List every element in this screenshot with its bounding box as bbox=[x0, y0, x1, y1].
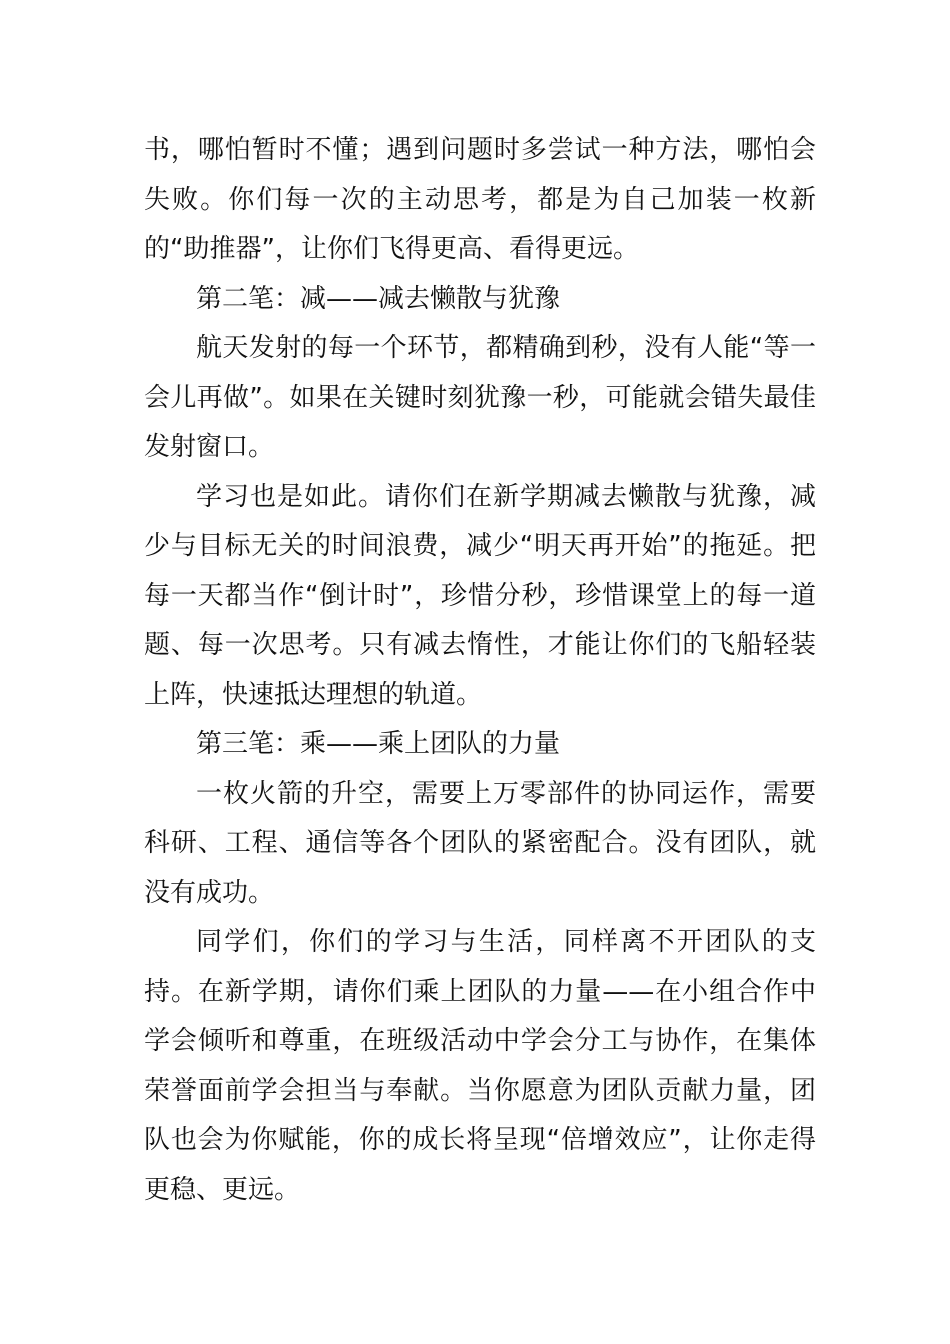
paragraph-launch-timing: 航天发射的每一个环节，都精确到秒，没有人能“等一会儿再做”。如果在关键时刻犹豫一秒，可能就会错失最佳发射窗口。 bbox=[144, 333, 816, 462]
section-heading-multiply: 第三笔：乘——乘上团队的力量 bbox=[196, 729, 561, 759]
paragraph-team-power: 同学们，你们的学习与生活，同样离不开团队的支持。在新学期，请你们乘上团队的力量——在小组合作中学会倾听和尊重，在班级活动中学会分工与协作，在集体荣誉面前学会担当与奉献。当你愿意为团队贡献力量，团队也会为你赋能，你的成长将呈现“倍增效应”，让你走得更稳、更远。 bbox=[144, 927, 816, 1205]
section-heading-subtract: 第二笔：减——减去懒散与犹豫 bbox=[196, 283, 561, 314]
paragraph-rocket-teamwork: 一枚火箭的升空，需要上万零部件的协同运作，需要科研、工程、通信等各个团队的紧密配合。没有团队，就没有成功。 bbox=[144, 778, 816, 908]
document-body bbox=[144, 126, 816, 1215]
paragraph-continuation: 书，哪怕暂时不懂；遇到问题时多尝试一种方法，哪怕会失败。你们每一次的主动思考，都是为自己加装一枚新的“助推器”，让你们飞得更高、看得更远。 bbox=[144, 135, 816, 264]
paragraph-study-procrastination: 学习也是如此。请你们在新学期减去懒散与犹豫，减少与目标无关的时间浪费，减少“明天再开始”的拖延。把每一天都当作“倒计时”，珍惜分秒，珍惜课堂上的每一道题、每一次思考。只有减去惰性，才能让你们的飞船轻装上阵，快速抵达理想的轨道。 bbox=[144, 481, 816, 710]
